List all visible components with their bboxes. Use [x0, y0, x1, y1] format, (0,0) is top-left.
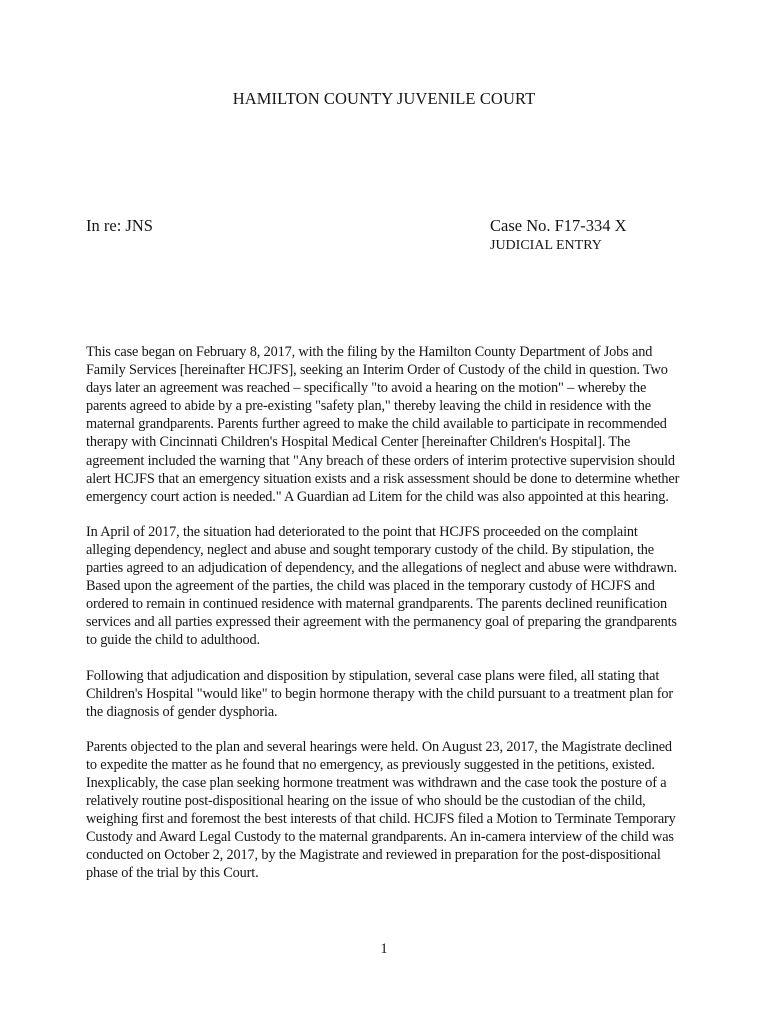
page-number: 1 — [380, 941, 388, 957]
paragraph-3: Following that adjudication and disposition by stipulation, several case plans were filed, all stating that Children's Hospital "would like" to begin hormone therapy with the child pursuant to a treatment plan for the diagnosis of gender dysphoria. — [86, 667, 673, 720]
paragraph-2: In April of 2017, the situation had deteriorated to the point that HCJFS proceeded on the complaint alleging dependency, neglect and abuse and sought temporary custody of the child. By stipulation, the parties agreed to an adjudication of dependency, and the allegations of neglect and abuse were withdrawn. Based upon the agreement of the parties, the child was placed in the temporary custody of HCJFS and ordered to remain in continued residence with maternal grandparents. The parents declined reunification services and all parties expressed their agreement with the permanency goal of preparing the grandparents to guide the child to adulthood. — [86, 523, 678, 649]
court-title: HAMILTON COUNTY JUVENILE COURT — [232, 89, 536, 108]
case-number: Case No. F17-334 X — [490, 216, 627, 235]
paragraph-4: Parents objected to the plan and several hearings were held. On August 23, 2017, the Magistrate declined to expedite the matter as he found that no emergency, as previously suggested in the petitions, existed. Inexplicably, the case plan seeking hormone treatment was withdrawn and the case took the posture of a relatively routine post-dispositional hearing on the issue of who should be the custodian of the child, weighing first and foremost the best interests of that child. HCJFS filed a Motion to Terminate Temporary Custody and Award Legal Custody to the maternal grandparents. An in-camera interview of the child was conducted on October 2, 2017, by the Magistrate and reviewed in preparation for the post-dispositional phase of the trial by this Court. — [86, 738, 676, 882]
paragraph-1: This case began on February 8, 2017, with the filing by the Hamilton County Department of Jobs and Family Services [hereinafter HCJFS], seeking an Interim Order of Custody of the child in question. Two days later an agreement was reached – specifically "to avoid a hearing on the motion" – whereby the parents agreed to abide by a pre-existing "safety plan," thereby leaving the child in residence with the maternal grandparents. Parents further agreed to make the child available to participate in recommended therapy with Cincinnati Children's Hospital Medical Center [hereinafter Children's Hospital]. The agreement included the warning that "Any breach of these orders of interim protective supervision should alert HCJFS that an emergency situation exists and a risk assessment should be done to determine whether emergency court action is needed." A Guardian ad Litem for the child was also appointed at this hearing. — [86, 344, 680, 505]
case-info — [490, 216, 627, 256]
case-caption: In re: JNS — [86, 216, 153, 235]
document-body — [86, 343, 686, 900]
entry-type: JUDICIAL ENTRY — [490, 238, 602, 253]
